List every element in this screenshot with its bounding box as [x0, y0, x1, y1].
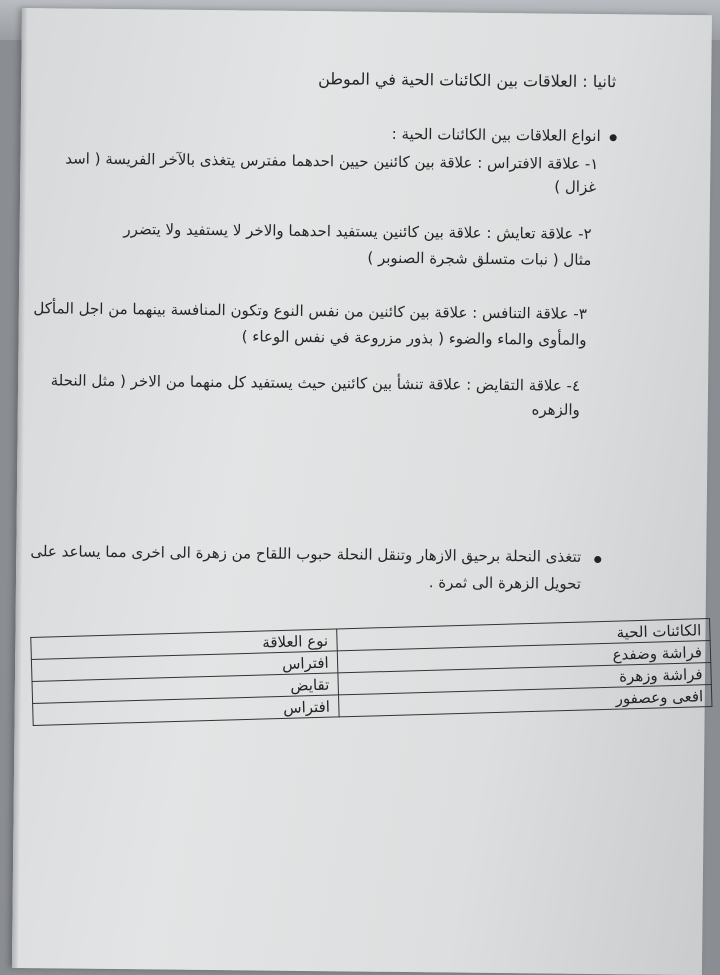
relation-1-line1: ١- علاقة الافتراس : علاقة بين كائنين حيين احدهما مفترس يتغذى بالآخر الفريسة ( اسد — [65, 149, 599, 174]
bee-note-line2: تحويل الزهرة الى ثمرة . — [428, 573, 582, 593]
relation-1-line2: غزال ) — [554, 177, 597, 197]
bullet-icon — [594, 556, 601, 563]
relation-2-line2: مثال ( نبات متسلق شجرة الصنوبر ) — [367, 248, 592, 269]
page-edge — [12, 8, 28, 968]
table-cell-organisms: فراشة وزهرة — [337, 662, 711, 694]
bee-note-line1: تتغذى النحلة برحيق الازهار وتنقل النحلة حبوب اللقاح من زهرة الى اخرى مما يساعد على — [30, 542, 582, 566]
relations-table — [30, 618, 712, 726]
types-heading: انواع العلاقات بين الكائنات الحية : — [391, 124, 601, 146]
section-title: ثانيا : العلاقات بين الكائنات الحية في الموطن — [318, 69, 617, 92]
table-cell-organisms: افعى وعصفور — [338, 684, 712, 716]
table-cell-organisms: فراشة وضفدع — [337, 641, 711, 673]
relation-4-line1: ٤- علاقة التقايض : علاقة تنشأ بين كائنين حيث يستفيد كل منهما من الاخر ( مثل النحلة — [50, 371, 581, 395]
relation-4-line2: والزهره — [531, 400, 580, 419]
worksheet-page — [12, 8, 712, 975]
relation-3-line1: ٣- علاقة التنافس : علاقة بين كائنين من نفس النوع وتكون المنافسة بينهما من اجل المأكل — [33, 299, 587, 323]
table-cell-relation: افتراس — [33, 695, 339, 726]
table-header-relation-type: نوع العلاقة — [31, 629, 337, 660]
table-header-organisms: الكائنات الحية — [336, 619, 710, 651]
bullet-icon — [610, 134, 617, 141]
table-cell-relation: افتراس — [31, 651, 337, 682]
relation-2-line1: ٢- علاقة تعايش : علاقة بين كائنين يستفيد احدهما والاخر لا يستفيد ولا يتضرر — [123, 220, 592, 243]
table-cell-relation: تقايض — [32, 673, 338, 704]
relation-3-line2: والمأوى والماء والضوء ( بذور مزروعة في نفس الوعاء ) — [241, 327, 587, 349]
